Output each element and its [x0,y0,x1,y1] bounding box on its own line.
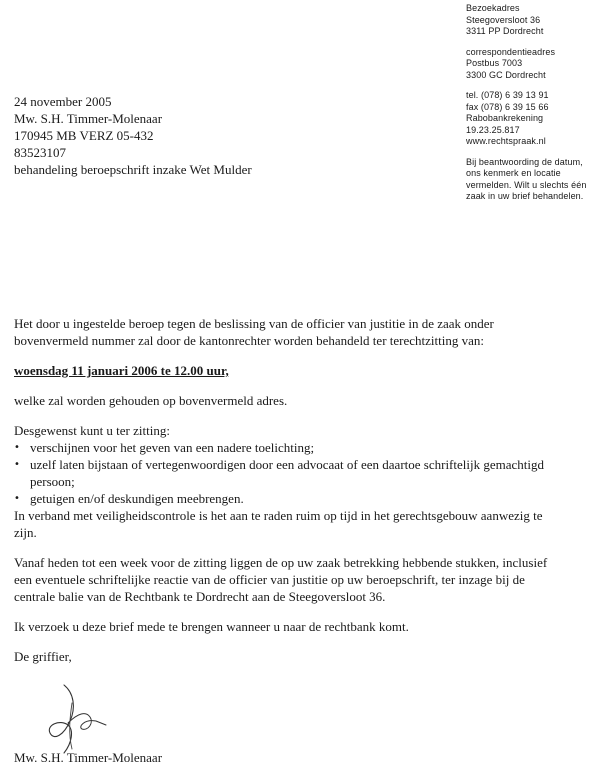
closing-paragraph [14,648,604,665]
reply-instructions-line: zaak in uw brief behandelen. [466,191,584,201]
letter-date: 24 november 2005 [14,94,112,109]
documents-line-1: Vanaf heden tot een week voor de zitting liggen de op uw zaak betrekking hebbende stukken, inclusief [14,555,548,570]
letter-subject: behandeling beroepschrift inzake Wet Mulder [14,162,252,177]
visiting-address-street: Steegoversloot 36 [466,14,541,25]
reply-instructions-line: vermelden. Wilt u slechts één [466,179,587,190]
telephone-number: tel. (078) 6 39 13 91 [466,90,549,100]
intro-line-1: Het door u ingestelde beroep tegen de beslissing van de officier van justitie in de zaak onder [14,316,494,331]
hearing-date: woensdag 11 januari 2006 te 12.00 uur, [14,363,229,378]
security-paragraph [14,507,604,541]
request-paragraph [14,618,604,635]
options-paragraph [14,422,604,439]
signatory-name: Mw. S.H. Timmer-Molenaar [14,750,163,765]
contact-details [466,90,611,148]
options-list [14,439,604,507]
reply-instructions-line: Bij beantwoording de datum, [466,156,583,167]
list-item-text: • uzelf laten bijstaan of vertegenwoordigen door een advocaat of een daartoe schriftelijk gemachtigd [30,457,545,472]
security-line-1: In verband met veiligheidscontrole is het aan te raden ruim op tijd in het gerechtsgebouw aanwezig te [14,508,543,523]
closing-salutation: De griffier, [14,649,72,664]
list-item [14,439,604,456]
case-reference: 170945 MB VERZ 05-432 [14,128,154,143]
fax-number: fax (078) 6 39 15 66 [466,101,549,112]
letter-references [14,93,252,178]
website-link[interactable]: www.rechtspraak.nl [466,136,546,146]
intro-line-2: bovenvermeld nummer zal door de kantonrechter worden behandeld ter terechtzitting van: [14,333,484,348]
correspondence-po-box: Postbus 7003 [466,58,523,68]
hearing-paragraph [14,362,604,379]
location-paragraph [14,392,604,409]
correspondence-city: 3300 GC Dordrecht [466,69,546,80]
location-text: welke zal worden gehouden op bovenvermeld adres. [14,393,288,408]
documents-paragraph [14,554,604,605]
documents-line-3: centrale balie van de Rechtbank te Dordrecht aan de Steegoversloot 36. [14,589,386,604]
intro-paragraph [14,315,604,349]
correspondence-address [466,47,611,82]
reply-instructions-line: ons kenmerk en locatie [466,168,561,178]
documents-line-2: een eventuele schriftelijke reactie van de officier van justitie op uw beroepschrift, ter inzage bij de [14,572,525,587]
visiting-address-label: Bezoekadres [466,3,520,13]
correspondence-address-label: correspondentieadres [466,46,556,57]
list-item [14,456,604,490]
list-item [14,490,604,507]
list-item-text: getuigen en/of deskundigen meebrengen. [30,491,244,506]
list-item-text: persoon; [30,474,75,489]
visiting-address [466,3,611,38]
list-item-text: verschijnen voor het geven van een nadere toelichting; [30,440,315,455]
options-intro: Desgewenst kunt u ter zitting: [14,423,170,438]
security-line-2: zijn. [14,525,37,540]
bank-account-number: 19.23.25.817 [466,124,520,135]
bank-account-label: Rabobankrekening [466,113,544,123]
case-number: 83523107 [14,145,66,160]
court-contact-sidebar [466,3,611,212]
request-text: Ik verzoek u deze brief mede te brengen wanneer u naar de rechtbank komt. [14,619,409,634]
reply-instructions [466,157,611,203]
visiting-address-city: 3311 PP Dordrecht [466,26,544,36]
clerk-name: Mw. S.H. Timmer-Molenaar [14,111,163,126]
letter-body [14,315,604,665]
handwritten-signature [34,683,114,755]
signatory [14,749,162,766]
